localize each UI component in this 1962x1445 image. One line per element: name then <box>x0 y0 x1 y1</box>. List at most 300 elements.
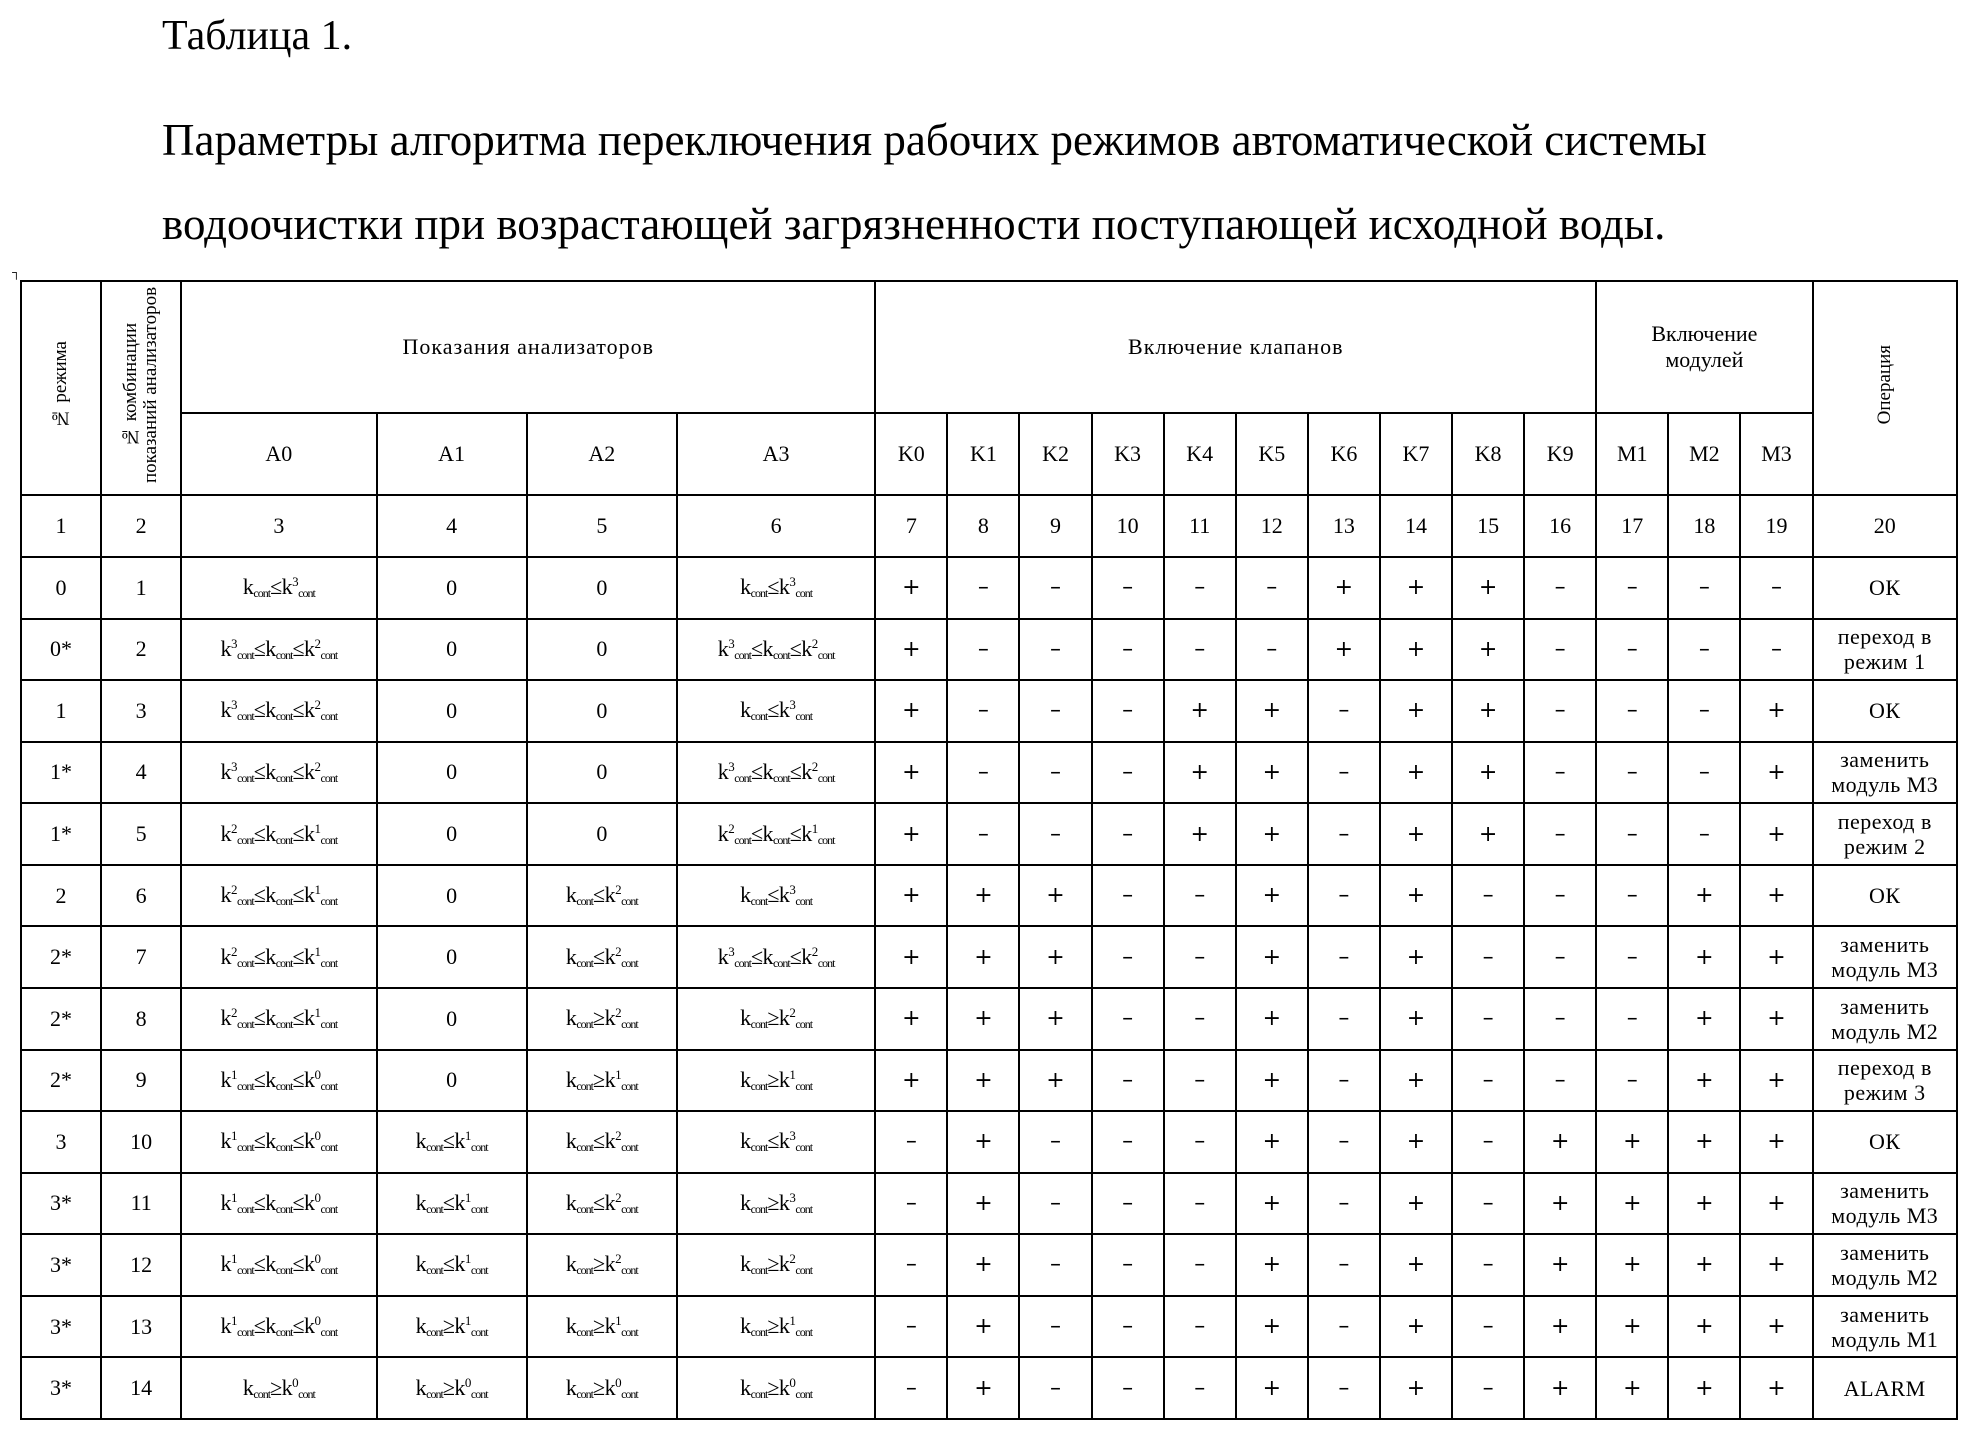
column-number: 9 <box>1019 495 1091 557</box>
header-valve-k0: K0 <box>875 413 947 495</box>
combo-cell: 1 <box>101 557 181 619</box>
module-cell: + <box>1740 1296 1812 1358</box>
valve-cell: + <box>1236 1234 1308 1296</box>
valve-cell: – <box>1524 803 1596 865</box>
table-row <box>21 1357 1957 1419</box>
valve-cell: + <box>1164 803 1236 865</box>
mode-cell: 3* <box>21 1173 101 1235</box>
valve-cell: – <box>1092 557 1164 619</box>
valve-cell: – <box>947 619 1019 681</box>
module-cell: – <box>1740 557 1812 619</box>
valve-cell: – <box>1524 865 1596 927</box>
valve-cell: + <box>947 926 1019 988</box>
valve-cell: + <box>1524 1173 1596 1235</box>
valve-cell: – <box>1019 1357 1091 1419</box>
analyzer-cell: $k_{cont}\ge k^0_{cont}$ <box>181 1357 376 1419</box>
module-cell: – <box>1596 557 1668 619</box>
valve-cell: – <box>1308 1050 1380 1112</box>
table-body <box>21 557 1957 1419</box>
analyzer-cell: 0 <box>377 865 527 927</box>
valve-cell: – <box>1524 742 1596 804</box>
analyzer-cell: $k_{cont}\ge k^3_{cont}$ <box>677 1173 875 1235</box>
column-number: 8 <box>947 495 1019 557</box>
column-number: 20 <box>1813 495 1957 557</box>
column-number: 16 <box>1524 495 1596 557</box>
valve-cell: + <box>1380 557 1452 619</box>
valve-cell: + <box>1452 803 1524 865</box>
table-row <box>21 926 1957 988</box>
table-caption: Таблица 1. <box>162 13 353 59</box>
header-module-m3: M3 <box>1740 413 1812 495</box>
header-analyzers: Показания анализаторов <box>181 281 875 413</box>
module-cell: – <box>1596 988 1668 1050</box>
valve-cell: + <box>947 1296 1019 1358</box>
module-cell: – <box>1596 742 1668 804</box>
valve-cell: – <box>1019 1111 1091 1173</box>
valve-cell: – <box>947 680 1019 742</box>
valve-cell: – <box>1092 1296 1164 1358</box>
module-cell: + <box>1596 1111 1668 1173</box>
valve-cell: – <box>1019 557 1091 619</box>
valve-cell: + <box>1380 680 1452 742</box>
analyzer-cell: 0 <box>377 988 527 1050</box>
header-valve-k2: K2 <box>1019 413 1091 495</box>
operation-cell: переход в режим 1 <box>1813 619 1957 681</box>
column-number: 6 <box>677 495 875 557</box>
column-number: 15 <box>1452 495 1524 557</box>
valve-cell: + <box>1524 1357 1596 1419</box>
valve-cell: + <box>875 619 947 681</box>
column-number: 18 <box>1668 495 1740 557</box>
analyzer-cell: $k^2_{cont}\le k_{cont}\le k^1_{cont}$ <box>677 803 875 865</box>
analyzer-cell: $k_{cont}\ge k^1_{cont}$ <box>527 1296 677 1358</box>
valve-cell: – <box>1452 1234 1524 1296</box>
module-cell: + <box>1596 1357 1668 1419</box>
valve-cell: + <box>1380 865 1452 927</box>
analyzer-cell: $k^3_{cont}\le k_{cont}\le k^2_{cont}$ <box>677 742 875 804</box>
mode-cell: 2* <box>21 988 101 1050</box>
valve-cell: + <box>875 988 947 1050</box>
valve-cell: + <box>1236 865 1308 927</box>
valve-cell: – <box>1308 742 1380 804</box>
valve-cell: + <box>1236 926 1308 988</box>
header-valve-k9: K9 <box>1524 413 1596 495</box>
valve-cell: + <box>1380 1111 1452 1173</box>
header-valve-k8: K8 <box>1452 413 1524 495</box>
valve-cell: – <box>1308 1357 1380 1419</box>
analyzer-cell: $k^2_{cont}\le k_{cont}\le k^1_{cont}$ <box>181 803 376 865</box>
mode-cell: 1 <box>21 680 101 742</box>
valve-cell: – <box>1019 680 1091 742</box>
combo-cell: 7 <box>101 926 181 988</box>
valve-cell: + <box>1380 742 1452 804</box>
operation-cell: заменить модуль М3 <box>1813 1173 1957 1235</box>
valve-cell: + <box>1452 680 1524 742</box>
column-number: 11 <box>1164 495 1236 557</box>
mode-cell: 2* <box>21 1050 101 1112</box>
valve-cell: – <box>1452 926 1524 988</box>
valve-cell: – <box>1308 865 1380 927</box>
module-cell: + <box>1740 1173 1812 1235</box>
valve-cell: – <box>1164 1050 1236 1112</box>
analyzer-cell: $k_{cont}\ge k^1_{cont}$ <box>377 1296 527 1358</box>
valve-cell: – <box>1092 1111 1164 1173</box>
analyzer-cell: $k_{cont}\le k^2_{cont}$ <box>527 1173 677 1235</box>
column-number: 13 <box>1308 495 1380 557</box>
analyzer-cell: 0 <box>377 680 527 742</box>
module-cell: – <box>1740 619 1812 681</box>
module-cell: + <box>1740 926 1812 988</box>
valve-cell: + <box>1236 1050 1308 1112</box>
header-analyzer-a0: A0 <box>181 413 376 495</box>
valve-cell: – <box>875 1234 947 1296</box>
valve-cell: – <box>875 1296 947 1358</box>
operation-cell: заменить модуль М2 <box>1813 988 1957 1050</box>
analyzer-cell: $k^2_{cont}\le k_{cont}\le k^1_{cont}$ <box>181 926 376 988</box>
mode-cell: 2 <box>21 865 101 927</box>
header-analyzer-a2: A2 <box>527 413 677 495</box>
valve-cell: – <box>1164 1357 1236 1419</box>
analyzer-cell: $k^3_{cont}\le k_{cont}\le k^2_{cont}$ <box>181 680 376 742</box>
valve-cell: – <box>1019 742 1091 804</box>
valve-cell: – <box>1452 1173 1524 1235</box>
combo-cell: 14 <box>101 1357 181 1419</box>
valve-cell: + <box>1236 1173 1308 1235</box>
valve-cell: + <box>1380 1050 1452 1112</box>
analyzer-cell: $k_{cont}\ge k^1_{cont}$ <box>677 1050 875 1112</box>
combo-cell: 10 <box>101 1111 181 1173</box>
valve-cell: + <box>1524 1296 1596 1358</box>
module-cell: + <box>1596 1234 1668 1296</box>
analyzer-cell: $k^3_{cont}\le k_{cont}\le k^2_{cont}$ <box>677 619 875 681</box>
column-number: 17 <box>1596 495 1668 557</box>
header-modules: Включение модулей <box>1596 281 1812 413</box>
table-row <box>21 680 1957 742</box>
valve-cell: – <box>1092 803 1164 865</box>
analyzer-cell: $k^2_{cont}\le k_{cont}\le k^1_{cont}$ <box>181 988 376 1050</box>
valve-cell: – <box>1092 619 1164 681</box>
valve-cell: + <box>875 926 947 988</box>
valve-cell: + <box>1236 1357 1308 1419</box>
valve-cell: + <box>1380 619 1452 681</box>
module-cell: + <box>1668 1050 1740 1112</box>
valve-cell: – <box>1524 988 1596 1050</box>
column-number: 12 <box>1236 495 1308 557</box>
analyzer-cell: $k^1_{cont}\le k_{cont}\le k^0_{cont}$ <box>181 1111 376 1173</box>
column-number: 2 <box>101 495 181 557</box>
valve-cell: + <box>1380 1357 1452 1419</box>
valve-cell: – <box>1092 680 1164 742</box>
analyzer-cell: $k_{cont}\le k^3_{cont}$ <box>181 557 376 619</box>
valve-cell: – <box>1236 619 1308 681</box>
valve-cell: – <box>1164 926 1236 988</box>
module-cell: – <box>1596 619 1668 681</box>
combo-cell: 5 <box>101 803 181 865</box>
column-number: 3 <box>181 495 376 557</box>
module-cell: + <box>1740 1111 1812 1173</box>
valve-cell: + <box>947 865 1019 927</box>
valve-cell: + <box>1164 742 1236 804</box>
valve-cell: + <box>1019 865 1091 927</box>
valve-cell: – <box>1308 1296 1380 1358</box>
valve-cell: + <box>875 680 947 742</box>
analyzer-cell: $k_{cont}\le k^1_{cont}$ <box>377 1111 527 1173</box>
valve-cell: + <box>947 1173 1019 1235</box>
valve-cell: + <box>875 557 947 619</box>
valve-cell: – <box>1308 680 1380 742</box>
module-cell: + <box>1668 926 1740 988</box>
combo-cell: 8 <box>101 988 181 1050</box>
module-cell: + <box>1740 988 1812 1050</box>
table-row <box>21 1111 1957 1173</box>
valve-cell: + <box>1380 803 1452 865</box>
analyzer-cell: 0 <box>527 680 677 742</box>
operation-cell: заменить модуль М3 <box>1813 926 1957 988</box>
valve-cell: + <box>1019 1050 1091 1112</box>
combo-cell: 6 <box>101 865 181 927</box>
valve-cell: – <box>1452 1050 1524 1112</box>
header-operation: Операция <box>1813 281 1957 495</box>
valve-cell: – <box>947 557 1019 619</box>
module-cell: + <box>1740 680 1812 742</box>
analyzer-cell: $k^1_{cont}\le k_{cont}\le k^0_{cont}$ <box>181 1173 376 1235</box>
valve-cell: – <box>1524 557 1596 619</box>
analyzer-cell: $k_{cont}\le k^1_{cont}$ <box>377 1234 527 1296</box>
analyzer-cell: $k_{cont}\ge k^2_{cont}$ <box>677 1234 875 1296</box>
valve-cell: – <box>1452 988 1524 1050</box>
module-cell: – <box>1596 865 1668 927</box>
table-subtitle: Параметры алгоритма переключения рабочих режимов автоматической системы водоочистки при возрастающей загрязненности поступающей исходной воды. <box>162 115 1707 249</box>
column-number: 10 <box>1092 495 1164 557</box>
analyzer-cell: 0 <box>377 557 527 619</box>
analyzer-cell: $k_{cont}\le k^2_{cont}$ <box>527 926 677 988</box>
valve-cell: – <box>1164 1296 1236 1358</box>
valve-cell: + <box>1236 742 1308 804</box>
mode-cell: 0 <box>21 557 101 619</box>
valve-cell: + <box>947 1111 1019 1173</box>
valve-cell: – <box>1308 803 1380 865</box>
analyzer-cell: $k_{cont}\ge k^1_{cont}$ <box>677 1296 875 1358</box>
valve-cell: + <box>1236 988 1308 1050</box>
module-cell: + <box>1740 803 1812 865</box>
valve-cell: + <box>1236 1111 1308 1173</box>
analyzer-cell: 0 <box>527 557 677 619</box>
mode-cell: 1* <box>21 803 101 865</box>
valve-cell: – <box>1524 680 1596 742</box>
analyzer-cell: $k_{cont}\ge k^2_{cont}$ <box>677 988 875 1050</box>
analyzer-cell: $k_{cont}\ge k^0_{cont}$ <box>677 1357 875 1419</box>
valve-cell: + <box>1019 926 1091 988</box>
header-module-m1: M1 <box>1596 413 1668 495</box>
valve-cell: + <box>1524 1234 1596 1296</box>
operation-cell: ОК <box>1813 680 1957 742</box>
table-row <box>21 865 1957 927</box>
valve-cell: + <box>947 1234 1019 1296</box>
valve-cell: + <box>1236 1296 1308 1358</box>
analyzer-cell: 0 <box>527 803 677 865</box>
valve-cell: + <box>875 865 947 927</box>
valve-cell: + <box>1380 1173 1452 1235</box>
valve-cell: – <box>1164 1234 1236 1296</box>
operation-cell: заменить модуль М2 <box>1813 1234 1957 1296</box>
header-valve-k6: K6 <box>1308 413 1380 495</box>
operation-cell: переход в режим 3 <box>1813 1050 1957 1112</box>
column-number: 4 <box>377 495 527 557</box>
valve-cell: – <box>875 1357 947 1419</box>
module-cell: + <box>1668 1111 1740 1173</box>
valve-cell: – <box>1092 1357 1164 1419</box>
valve-cell: + <box>1308 619 1380 681</box>
module-cell: – <box>1596 926 1668 988</box>
operation-cell: заменить модуль М1 <box>1813 1296 1957 1358</box>
analyzer-cell: $k_{cont}\le k^3_{cont}$ <box>677 1111 875 1173</box>
analyzer-cell: $k_{cont}\ge k^1_{cont}$ <box>527 1050 677 1112</box>
header-valve-k4: K4 <box>1164 413 1236 495</box>
valve-cell: – <box>1164 1173 1236 1235</box>
valve-cell: – <box>1092 865 1164 927</box>
valve-cell: + <box>1308 557 1380 619</box>
header-valve-k1: K1 <box>947 413 1019 495</box>
valve-cell: – <box>947 742 1019 804</box>
table-row <box>21 1296 1957 1358</box>
analyzer-cell: $k_{cont}\ge k^0_{cont}$ <box>527 1357 677 1419</box>
table-row <box>21 619 1957 681</box>
valve-cell: – <box>1019 1234 1091 1296</box>
valve-cell: – <box>1164 619 1236 681</box>
table-row <box>21 1173 1957 1235</box>
valve-cell: + <box>1236 803 1308 865</box>
subheader-row <box>21 413 1957 495</box>
valve-cell: + <box>947 988 1019 1050</box>
valve-cell: – <box>1452 1296 1524 1358</box>
header-combo-no: № комбинации показаний анализаторов <box>101 281 181 495</box>
valve-cell: – <box>1019 1296 1091 1358</box>
module-cell: – <box>1596 803 1668 865</box>
combo-cell: 3 <box>101 680 181 742</box>
header-analyzer-a1: A1 <box>377 413 527 495</box>
parameters-table <box>20 280 1958 1420</box>
analyzer-cell: 0 <box>377 803 527 865</box>
valve-cell: – <box>1452 1357 1524 1419</box>
column-number: 19 <box>1740 495 1812 557</box>
table-row <box>21 557 1957 619</box>
table-row <box>21 988 1957 1050</box>
combo-cell: 9 <box>101 1050 181 1112</box>
module-cell: + <box>1668 1173 1740 1235</box>
valve-cell: – <box>1164 865 1236 927</box>
module-cell: + <box>1740 1050 1812 1112</box>
operation-cell: ОК <box>1813 1111 1957 1173</box>
table-row <box>21 803 1957 865</box>
analyzer-cell: $k_{cont}\le k^3_{cont}$ <box>677 680 875 742</box>
module-cell: – <box>1668 742 1740 804</box>
module-cell: – <box>1668 803 1740 865</box>
analyzer-cell: $k^1_{cont}\le k_{cont}\le k^0_{cont}$ <box>181 1296 376 1358</box>
analyzer-cell: $k_{cont}\ge k^2_{cont}$ <box>527 1234 677 1296</box>
valve-cell: – <box>1308 1111 1380 1173</box>
valve-cell: – <box>1092 1234 1164 1296</box>
valve-cell: – <box>947 803 1019 865</box>
valve-cell: – <box>1092 1050 1164 1112</box>
valve-cell: + <box>875 1050 947 1112</box>
combo-cell: 12 <box>101 1234 181 1296</box>
combo-cell: 2 <box>101 619 181 681</box>
valve-cell: – <box>1019 1173 1091 1235</box>
valve-cell: – <box>1164 1111 1236 1173</box>
valve-cell: + <box>1452 557 1524 619</box>
analyzer-cell: 0 <box>377 619 527 681</box>
valve-cell: – <box>1452 865 1524 927</box>
table-row <box>21 1050 1957 1112</box>
valve-cell: + <box>1164 680 1236 742</box>
valve-cell: + <box>1380 988 1452 1050</box>
header-valve-k7: K7 <box>1380 413 1452 495</box>
analyzer-cell: $k_{cont}\le k^1_{cont}$ <box>377 1173 527 1235</box>
analyzer-cell: $k_{cont}\le k^2_{cont}$ <box>527 1111 677 1173</box>
analyzer-cell: $k_{cont}\le k^3_{cont}$ <box>677 865 875 927</box>
valve-cell: – <box>1164 988 1236 1050</box>
module-cell: + <box>1740 865 1812 927</box>
valve-cell: – <box>875 1173 947 1235</box>
module-cell: + <box>1668 1357 1740 1419</box>
mode-cell: 1* <box>21 742 101 804</box>
valve-cell: + <box>1452 619 1524 681</box>
analyzer-cell: $k^3_{cont}\le k_{cont}\le k^2_{cont}$ <box>181 742 376 804</box>
valve-cell: + <box>947 1050 1019 1112</box>
column-number: 5 <box>527 495 677 557</box>
module-cell: – <box>1596 1050 1668 1112</box>
valve-cell: – <box>1452 1111 1524 1173</box>
valve-cell: – <box>1236 557 1308 619</box>
header-module-m2: M2 <box>1668 413 1740 495</box>
analyzer-cell: $k^1_{cont}\le k_{cont}\le k^0_{cont}$ <box>181 1050 376 1112</box>
operation-cell: ОК <box>1813 557 1957 619</box>
valve-cell: – <box>1308 1234 1380 1296</box>
valve-cell: + <box>1380 1296 1452 1358</box>
analyzer-cell: $k_{cont}\ge k^0_{cont}$ <box>377 1357 527 1419</box>
operation-cell: заменить модуль М3 <box>1813 742 1957 804</box>
corner-mark: ┐ <box>12 265 21 279</box>
module-cell: + <box>1668 988 1740 1050</box>
header-valve-k5: K5 <box>1236 413 1308 495</box>
analyzer-cell: $k^3_{cont}\le k_{cont}\le k^2_{cont}$ <box>677 926 875 988</box>
valve-cell: – <box>1164 557 1236 619</box>
valve-cell: – <box>1524 619 1596 681</box>
valve-cell: – <box>1092 988 1164 1050</box>
module-cell: + <box>1740 1357 1812 1419</box>
valve-cell: + <box>1452 742 1524 804</box>
valve-cell: – <box>1308 1173 1380 1235</box>
module-cell: + <box>1596 1296 1668 1358</box>
header-mode-no: № режима <box>21 281 101 495</box>
analyzer-cell: $k^2_{cont}\le k_{cont}\le k^1_{cont}$ <box>181 865 376 927</box>
analyzer-cell: 0 <box>377 926 527 988</box>
module-cell: + <box>1740 742 1812 804</box>
module-cell: – <box>1668 619 1740 681</box>
module-cell: – <box>1596 680 1668 742</box>
analyzer-cell: 0 <box>527 742 677 804</box>
valve-cell: – <box>1092 742 1164 804</box>
analyzer-cell: 0 <box>527 619 677 681</box>
column-number: 1 <box>21 495 101 557</box>
analyzer-cell: 0 <box>377 742 527 804</box>
operation-cell: ALARM <box>1813 1357 1957 1419</box>
valve-cell: – <box>1019 619 1091 681</box>
module-cell: + <box>1668 1296 1740 1358</box>
valve-cell: – <box>1308 988 1380 1050</box>
analyzer-cell: $k_{cont}\le k^2_{cont}$ <box>527 865 677 927</box>
valve-cell: – <box>1092 926 1164 988</box>
